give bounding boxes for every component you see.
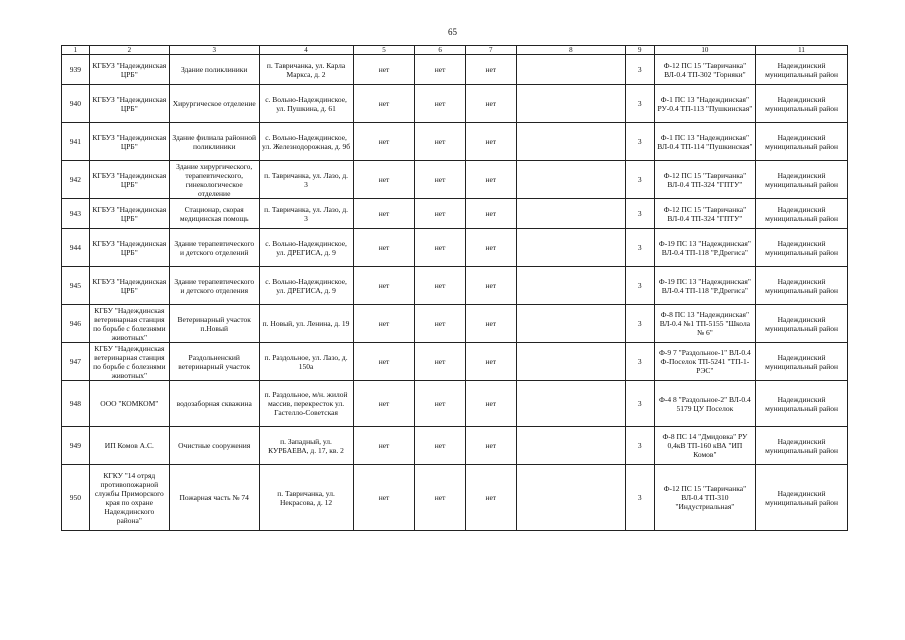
address-cell: п. Тавричанка, ул. Некрасова, д. 12 (259, 465, 353, 531)
row-number-cell: 949 (62, 427, 90, 465)
district-cell: Надеждинский муниципальный район (756, 305, 848, 343)
column-header: 9 (625, 46, 654, 55)
col6-cell: нет (415, 305, 465, 343)
col8-cell (516, 305, 625, 343)
row-number-cell: 945 (62, 267, 90, 305)
power-supply-cell: Ф-8 ПС 13 "Надеждинская" ВЛ-0.4 №1 ТП-5155 "Школа № 6" (654, 305, 755, 343)
power-supply-cell: Ф-19 ПС 13 "Надеждинская" ВЛ-0.4 ТП-118 "Р.Дрегиса" (654, 229, 755, 267)
table-row (62, 55, 848, 85)
power-supply-cell: Ф-12 ПС 15 "Тавричанка" ВЛ-0.4 ТП-324 "ГПТУ" (654, 161, 755, 199)
col7-cell: нет (465, 267, 516, 305)
object-cell: Здание терапевтического и детского отделений (169, 229, 259, 267)
col7-cell: нет (465, 465, 516, 531)
col6-cell: нет (415, 381, 465, 427)
organization-cell: КГБУЗ "Надеждинская ЦРБ" (89, 123, 169, 161)
object-cell: Здание терапевтического и детского отделения (169, 267, 259, 305)
organization-cell: КГБУ "Надеждинская ветеринарная станция по борьбе с болезнями животных" (89, 343, 169, 381)
row-number-cell: 946 (62, 305, 90, 343)
object-cell: водозаборная скважина (169, 381, 259, 427)
col5-cell: нет (353, 55, 415, 85)
col9-cell: 3 (625, 381, 654, 427)
row-number-cell: 939 (62, 55, 90, 85)
power-supply-cell: Ф-19 ПС 13 "Надеждинская" ВЛ-0.4 ТП-118 "Р.Дрегиса" (654, 267, 755, 305)
row-number-cell: 948 (62, 381, 90, 427)
object-cell: Здание хирургического, терапевтического, гинекологическое отделение (169, 161, 259, 199)
col7-cell: нет (465, 55, 516, 85)
column-header: 10 (654, 46, 755, 55)
col6-cell: нет (415, 343, 465, 381)
col9-cell: 3 (625, 305, 654, 343)
col5-cell: нет (353, 267, 415, 305)
col6-cell: нет (415, 427, 465, 465)
col7-cell: нет (465, 85, 516, 123)
district-cell: Надеждинский муниципальный район (756, 343, 848, 381)
address-cell: п. Раздольное, ул. Лазо, д. 150а (259, 343, 353, 381)
district-cell: Надеждинский муниципальный район (756, 229, 848, 267)
column-header: 7 (465, 46, 516, 55)
district-cell: Надеждинский муниципальный район (756, 465, 848, 531)
district-cell: Надеждинский муниципальный район (756, 267, 848, 305)
district-cell: Надеждинский муниципальный район (756, 85, 848, 123)
col6-cell: нет (415, 465, 465, 531)
col7-cell: нет (465, 199, 516, 229)
object-cell: Ветеринарный участок п.Новый (169, 305, 259, 343)
col9-cell: 3 (625, 427, 654, 465)
organization-cell: ООО "КОМКОМ" (89, 381, 169, 427)
object-cell: Пожарная часть № 74 (169, 465, 259, 531)
power-supply-cell: Ф-8 ПС 14 "Дмидовка" РУ 0,4кВ ТП-160 кВА "ИП Комов" (654, 427, 755, 465)
address-cell: с. Вольно-Надеждинское, ул. ДРЕГИСА, д. 9 (259, 229, 353, 267)
col6-cell: нет (415, 229, 465, 267)
col5-cell: нет (353, 229, 415, 267)
organization-cell: КГБУЗ "Надеждинская ЦРБ" (89, 161, 169, 199)
object-cell: Раздольненский ветеринарный участок (169, 343, 259, 381)
col7-cell: нет (465, 123, 516, 161)
address-cell: с. Вольно-Надеждинское, ул. Пушкина, д. 61 (259, 85, 353, 123)
column-header: 1 (62, 46, 90, 55)
col9-cell: 3 (625, 267, 654, 305)
col8-cell (516, 267, 625, 305)
district-cell: Надеждинский муниципальный район (756, 55, 848, 85)
col8-cell (516, 381, 625, 427)
organization-cell: ИП Комов А.С. (89, 427, 169, 465)
address-cell: п. Западный, ул. КУРБАЕВА, д. 17, кв. 2 (259, 427, 353, 465)
col6-cell: нет (415, 161, 465, 199)
row-number-cell: 943 (62, 199, 90, 229)
header-row (62, 46, 848, 55)
organization-cell: КГБУЗ "Надеждинская ЦРБ" (89, 85, 169, 123)
district-cell: Надеждинский муниципальный район (756, 161, 848, 199)
col9-cell: 3 (625, 465, 654, 531)
col8-cell (516, 229, 625, 267)
col6-cell: нет (415, 267, 465, 305)
col7-cell: нет (465, 343, 516, 381)
power-supply-cell: Ф-12 ПС 15 "Тавричанка" ВЛ-0.4 ТП-302 "Горняки" (654, 55, 755, 85)
table-row (62, 229, 848, 267)
col8-cell (516, 85, 625, 123)
table-row (62, 85, 848, 123)
col8-cell (516, 123, 625, 161)
col5-cell: нет (353, 123, 415, 161)
col8-cell (516, 427, 625, 465)
table-row (62, 465, 848, 531)
object-cell: Очистные сооружения (169, 427, 259, 465)
column-header: 4 (259, 46, 353, 55)
table-row (62, 123, 848, 161)
power-supply-cell: Ф-12 ПС 15 "Тавричанка" ВЛ-0.4 ТП-310 "Индустриальная" (654, 465, 755, 531)
row-number-cell: 941 (62, 123, 90, 161)
object-cell: Хирургическое отделение (169, 85, 259, 123)
district-cell: Надеждинский муниципальный район (756, 381, 848, 427)
row-number-cell: 950 (62, 465, 90, 531)
col5-cell: нет (353, 199, 415, 229)
column-header: 2 (89, 46, 169, 55)
page-number: 65 (448, 27, 457, 37)
col7-cell: нет (465, 427, 516, 465)
power-supply-cell: Ф-4 8 "Раздольное-2" ВЛ-0.4 5179 ЦУ Поселок (654, 381, 755, 427)
col8-cell (516, 161, 625, 199)
power-supply-cell: Ф-1 ПС 13 "Надеждинская" РУ-0.4 ТП-113 "Пушкинская" (654, 85, 755, 123)
object-cell: Здание филиала районной поликлиники (169, 123, 259, 161)
row-number-cell: 947 (62, 343, 90, 381)
col6-cell: нет (415, 123, 465, 161)
table-row (62, 381, 848, 427)
column-header: 8 (516, 46, 625, 55)
col7-cell: нет (465, 381, 516, 427)
col9-cell: 3 (625, 85, 654, 123)
col5-cell: нет (353, 161, 415, 199)
organization-cell: КГБУЗ "Надеждинская ЦРБ" (89, 229, 169, 267)
district-cell: Надеждинский муниципальный район (756, 199, 848, 229)
organization-cell: КГБУЗ "Надеждинская ЦРБ" (89, 267, 169, 305)
power-supply-cell: Ф-1 ПС 13 "Надеждинская" ВЛ-0.4 ТП-114 "Пушкинская" (654, 123, 755, 161)
row-number-cell: 944 (62, 229, 90, 267)
col6-cell: нет (415, 55, 465, 85)
col6-cell: нет (415, 85, 465, 123)
col8-cell (516, 55, 625, 85)
power-supply-cell: Ф-9 7 "Раздольное-1" ВЛ-0.4 Ф-Поселок ТП-5241 "ТП-1- РЭС" (654, 343, 755, 381)
address-cell: п. Тавричанка, ул. Лазо, д. 3 (259, 161, 353, 199)
table-row (62, 427, 848, 465)
row-number-cell: 940 (62, 85, 90, 123)
col5-cell: нет (353, 305, 415, 343)
col8-cell (516, 199, 625, 229)
row-number-cell: 942 (62, 161, 90, 199)
address-cell: п. Новый, ул. Ленина, д. 19 (259, 305, 353, 343)
column-header: 5 (353, 46, 415, 55)
object-cell: Здание поликлиники (169, 55, 259, 85)
table-row (62, 199, 848, 229)
col6-cell: нет (415, 199, 465, 229)
table-row (62, 343, 848, 381)
organization-cell: КГБУЗ "Надеждинская ЦРБ" (89, 55, 169, 85)
col5-cell: нет (353, 427, 415, 465)
address-cell: п. Тавричанка, ул. Лазо, д. 3 (259, 199, 353, 229)
col5-cell: нет (353, 85, 415, 123)
district-cell: Надеждинский муниципальный район (756, 123, 848, 161)
address-cell: п. Тавричанка, ул. Карла Маркса, д. 2 (259, 55, 353, 85)
address-cell: п. Раздольное, м/н. жилой массив, перекресток ул. Гастелло-Советская (259, 381, 353, 427)
organization-cell: КГКУ "14 отряд противопожарной службы Приморского края по охране Надеждинского района" (89, 465, 169, 531)
data-table (61, 45, 848, 531)
col9-cell: 3 (625, 199, 654, 229)
object-cell: Стационар, скорая медицинская помощь (169, 199, 259, 229)
organization-cell: КГБУ "Надеждинская ветеринарная станция по борьбе с болезнями животных" (89, 305, 169, 343)
col9-cell: 3 (625, 123, 654, 161)
col5-cell: нет (353, 381, 415, 427)
power-supply-cell: Ф-12 ПС 15 "Тавричанка" ВЛ-0.4 ТП-324 "ГПТУ" (654, 199, 755, 229)
organization-cell: КГБУЗ "Надеждинская ЦРБ" (89, 199, 169, 229)
table-row (62, 267, 848, 305)
district-cell: Надеждинский муниципальный район (756, 427, 848, 465)
column-header: 3 (169, 46, 259, 55)
col7-cell: нет (465, 305, 516, 343)
col7-cell: нет (465, 229, 516, 267)
col8-cell (516, 343, 625, 381)
table-row (62, 161, 848, 199)
column-header: 6 (415, 46, 465, 55)
col9-cell: 3 (625, 343, 654, 381)
col8-cell (516, 465, 625, 531)
col9-cell: 3 (625, 161, 654, 199)
column-header: 11 (756, 46, 848, 55)
address-cell: с. Вольно-Надеждинское, ул. Железнодорожная, д. 9б (259, 123, 353, 161)
address-cell: с. Вольно-Надеждинское, ул. ДРЕГИСА, д. 9 (259, 267, 353, 305)
col5-cell: нет (353, 343, 415, 381)
col5-cell: нет (353, 465, 415, 531)
col7-cell: нет (465, 161, 516, 199)
col9-cell: 3 (625, 55, 654, 85)
col9-cell: 3 (625, 229, 654, 267)
table-row (62, 305, 848, 343)
